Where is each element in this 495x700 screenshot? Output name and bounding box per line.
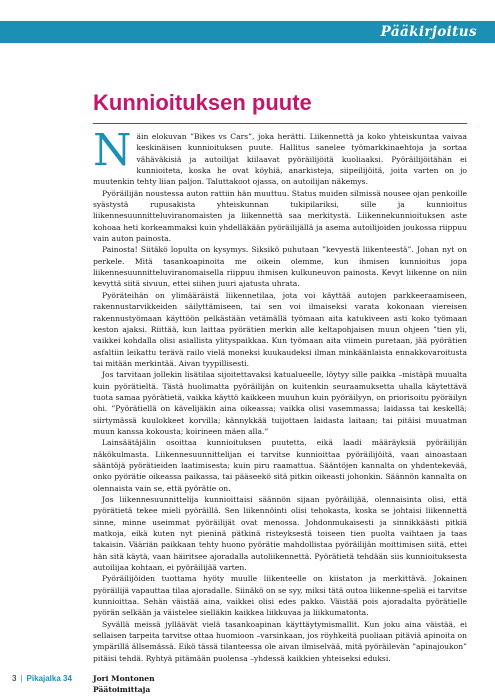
drop-cap: N [93, 125, 132, 176]
article-paragraph: Jos tarvitaan jollekin lisätilaa sijoitettavaksi katualueelle, löytyy sille paikka –mistäpä muualta kuin pyörätieltä. Tästä huolimatta pyöräilijän on kuitenkin seuraamuksetta uhalla käytettävä tuota samaa pyörätietä, vaikka käyttö kaikkeen muuhun kuin pyöräilyyn, on priorisoitu pyöräilyn ohi. ”Pyörätiellä on kävelijäkin aina oikeassa; vaikka olisi vasemmassa; laidassa tai keskellä; siirtymässä kuulokkeet korvilla; kännykkää tuijottaen laidasta laitaan; tai pitäisi muuatman muun kanssa kokousta; koirineen mäen alla.” [93, 370, 467, 436]
article-paragraph: Pyöräilijän noustessa auton rattiin hän muuttuu. Status muiden silmissä nousee ojan penkoille syästystä rupusakista yhteiskunnan tukipilariksi, sille ja kunnioitus liikennesuunnitteluviranomaisten ja liikennettä saa merkitystä. Liikennekunnioituksen aste kohoaa heti korkeammaksi kuin yhdelläkään pyöräilijällä ja asema autoilijoiden joukossa riippuu vain auton painosta. [93, 188, 467, 244]
article-paragraph: Pyöräilijöiden tuottama hyöty muulle liikenteelle on kiistaton ja merkittävä. Jokainen pyöräilijä vapauttaa tilaa ajoradalle. Siinäkö on se syy, miksi tätä outoa liikenne-speliä ei tarvitse kunnioittaa. Sehän väistää aina, vaikkei olisi edes pakko. Väistää pois ajoradalta pyörätielle pyörän selkään ja väistelee sielläkin kaikkea liikkuvaa ja liikkumatonta. [93, 574, 467, 618]
footer-separator: | [20, 674, 23, 683]
article-paragraph: Painosta! Siitäkö lopulta on kysymys. Siksikö puhutaan ”kevyestä liikenteestä”. Johan nyt on perkele. Mitä tasankoapinoita me oikein olemme, kun ihmisen kunnioitus jopa liikennesuunnitteluviranomaisella riippuu ihmisen kulkuneuvon painosta. Kevyt liikenne on niin kevyttä siitä sivuun, ettei siihen juuri ajatusta uhrata. [93, 245, 467, 289]
signature-block [93, 673, 467, 695]
title-divider [93, 123, 467, 124]
article-paragraph: Syvällä meissä jylläävät vielä tasankoapinan käyttäytymismallit. Kun joku aina väistää, ei sellaisen tarpeita tarvitse ottaa huomioon –varsinkaan, jos röyhkeitä puoliaan pitäviä apinoita on ympärillä ällsemässä. Eikö tässä tilanteessa ole aivan ilmiselvää, mitä pyöräilevän ”apinajoukon” pitäisi tehdä. Ryhtyä pitämään puolensa –yhdessä kaikkien yhteiseksi eduksi. [93, 619, 467, 663]
article-paragraph [93, 125, 467, 188]
article-paragraph: Pyöräteihän on ylimääräistä liikennetilaa, jota voi käyttää autojen parkkeeraamiseen, rakennustarvikkeiden säilyttämiseen, tai sen voi ilmaiseksi varata kokonaan viereisen rakennustyömaan käyttöön pelkästään vetämällä työmaan aita katukiveen asti koko työmaan keston ajaksi. Riittää, kun laittaa pyörätien merkin alle keltapohjaisen muun ohjeen ”tien yli, vaikkei kohdalla olisi asiallista ylityspaikkaa. Kun työmaan aita viimein puretaan, jää pyörätien asfaltiin leikattu terävä railo vielä moneksi kuukaudeksi ilman minkäänlaista ennakkovaroitusta tai mitään merkintää. Aivan tyypillisesti. [93, 290, 467, 368]
article-paragraph: Lainsäätäjälin osoittaa kunnioituksen puutetta, eikä laadi määräyksiä pyöräilijän näkökulmasta. Liikennesuunnittelijan ei tarvitse kunnioittaa pyöräilijöitä, vaan ainoastaan sääntöjä pyörätieiden laatimisesta; kuin piru raamattua. Sääntöjen kannalta on yhdentekevää, onko pyörätie oikeassa paikassa, tai pääseekö sitä pitkin oikeasti johonkin. Säännön kannalta on olennaista vain se, että pyörätie on. [93, 438, 467, 493]
page-number: 3 [12, 674, 17, 683]
paragraph-text: äin elokuvan ”Bikes vs Cars”, joka herätti. Liikennettä ja koko yhteiskuntaa vaivaa keskinäisen kunnioituksen puute. Hallitus sanelee työmarkkinaehtoja ja sortaa vähäväkisiä ja autoilijat kiilaavat pyöräilijöitä kuoliaaksi. Pyöräilijöitähän ei kunnioiteta, koska he ovat köyhiä, anarkisteja, siipeilijöitä, joita varten on jo muutenkin tehty liian paljon. Taluttakoot ojassa, on autoilijan näkemys. [93, 132, 467, 187]
page-footer [12, 674, 72, 683]
magazine-name: Pikajalka 34 [26, 674, 72, 683]
author-role: Päätoimittaja [93, 685, 151, 695]
section-header-bar [0, 21, 495, 43]
article-body [93, 125, 467, 695]
article-paragraph: Jos liikennesuunnittelija kunnioittaisi säännön sijaan pyöräilijää, olennaisinta olisi, että pyörätietä tekee mieli pyöräillä. Sen liikennöinti olisi tehokasta, koska se johtaisi liikennettä sinne, minne useimmat pyöräilijät ovat menossa. Johdonmukaisesti ja sinnikkäästi pitkiä matkoja, eikä kuten nyt pieninä pätkinä risteyksestä toiseen tien puolta vaihtaen ja taas takaisin. Vääriän paikkaan tehty huono pyörätie mahdollistaa pyöräilijän moittimisen siitä, ettei hän sitä käytä, vaan häiritsee ajoradalla autoliikennettä. Pyörätietä tehdään siis kunnioituksesta autoilijaa kohtaan, ei pyöräilijää varten. [93, 495, 467, 573]
author-name: Jori Montonen [93, 674, 155, 684]
section-label: Pääkirjoitus [380, 24, 477, 40]
article-title: Kunnioituksen puute [93, 90, 312, 115]
